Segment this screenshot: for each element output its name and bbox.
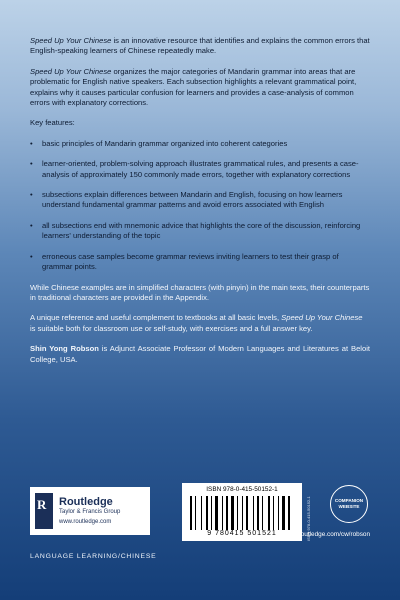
barcode-bar	[219, 496, 221, 530]
feature-item: • erroneous case samples become grammar reviews inviting learners to test their grasp of grammar points.	[30, 252, 370, 273]
barcode-bar	[231, 496, 234, 530]
barcode-number: 9 780415 501521	[207, 530, 277, 537]
book-title-italic: Speed Up Your Chinese	[30, 36, 112, 45]
publisher-logo-box	[30, 487, 150, 535]
barcode-bar	[211, 496, 212, 530]
feature-item: • learner-oriented, problem-solving approach illustrates grammatical rules, and presents a case-analysis of approximately 150 commonly made errors, together with explanatory corrections	[30, 159, 370, 180]
barcode-bar	[226, 496, 228, 530]
barcode-bar	[262, 496, 263, 530]
barcode-bar	[235, 496, 236, 530]
barcode-bar	[213, 496, 214, 530]
barcode-bar	[257, 496, 259, 530]
author-name: Shin Yong Robson	[30, 344, 99, 354]
intro-paragraph-2: Speed Up Your Chinese organizes the major categories of Mandarin grammar into areas that are problematic for English native speakers. Each subsection highlights a relevant grammatical point, explains why it causes particular confusion for learners and provides a case-analysis of common errors with explanatory corrections.	[30, 66, 357, 108]
barcode-bar	[244, 496, 245, 530]
barcode-bar	[190, 496, 192, 530]
publisher-name: Routledge	[59, 496, 113, 508]
feature-item: • all subsections end with mnemonic advice that highlights the core of the discussion, reinforcing learners' understanding of the topic	[30, 221, 370, 242]
companion-website-url[interactable]: www.routledge.com/cw/robson	[283, 531, 370, 538]
vertical-isbn: ISBN 978-0-415-50152-1	[306, 496, 311, 541]
barcode-bar	[291, 496, 292, 530]
barcode-bar	[222, 496, 223, 530]
barcode-bar	[268, 496, 270, 530]
author-paragraph: Shin Yong Robson is Adjunct Associate Professor of Modern Languages and Literatures at Beloit College, USA.	[30, 344, 371, 364]
barcode-bar	[195, 496, 196, 530]
key-features-heading: Key features:	[30, 118, 75, 128]
routledge-logo-icon: R	[35, 493, 53, 529]
isbn-label: ISBN 978-0-415-50152-1	[206, 486, 278, 493]
barcode-bar	[201, 496, 202, 530]
barcode-bar	[215, 496, 218, 530]
barcode-bar	[275, 496, 277, 530]
barcode-bar	[282, 496, 285, 530]
barcode-bar	[193, 496, 194, 530]
barcode-bar	[271, 496, 272, 530]
barcode-bar	[229, 496, 230, 530]
barcode-bar	[197, 496, 200, 530]
barcode-bar	[239, 496, 241, 530]
intro-paragraph-1: Speed Up Your Chinese is an innovative resource that identifies and explains the common errors that English-speaking learners of Chinese repeatedly make.	[30, 36, 370, 56]
barcode-bars-icon	[190, 496, 294, 530]
footer-band	[30, 483, 370, 545]
examples-paragraph: While Chinese examples are in simplified characters (with pinyin) in the main texts, their counterparts in traditional characters are provided in the Appendix.	[30, 282, 370, 302]
barcode-bar	[273, 496, 274, 530]
barcode-bar	[260, 496, 261, 530]
book-title-italic: Speed Up Your Chinese	[30, 66, 112, 76]
barcode-bar	[246, 496, 248, 530]
barcode-bar	[249, 496, 252, 530]
publisher-url[interactable]: www.routledge.com	[59, 519, 112, 525]
barcode-bar	[280, 496, 281, 530]
companion-website-icon: COMPANION WEBSITE	[330, 485, 368, 523]
barcode-bar	[224, 496, 225, 530]
barcode-bar	[242, 496, 243, 530]
feature-item: • basic principles of Mandarin grammar organized into coherent categories	[30, 139, 370, 149]
barcode-bar	[288, 496, 290, 530]
unique-paragraph: A unique reference and useful complement to textbooks at all basic levels, Speed Up Your Chinese is suitable both for classroom use or self-study, with exercises and a full answer key.	[30, 313, 363, 333]
publisher-group: Taylor & Francis Group	[59, 509, 121, 515]
barcode-bar	[203, 496, 205, 530]
barcode-bar	[206, 496, 208, 530]
back-cover-text	[30, 36, 370, 375]
subject-category: LANGUAGE LEARNING/CHINESE	[30, 553, 157, 560]
feature-item: • subsections explain differences between Mandarin and English, focusing on how learners understand fundamental grammar patterns and avoid errors associated with English	[30, 190, 370, 211]
barcode-bar	[255, 496, 256, 530]
barcode-bar	[286, 496, 287, 530]
book-title-italic: Speed Up Your Chinese	[281, 313, 363, 323]
barcode-bar	[237, 496, 238, 530]
barcode-bar	[209, 496, 210, 530]
barcode-bar	[264, 496, 267, 530]
barcode-bar	[253, 496, 254, 530]
barcode-bar	[278, 496, 279, 530]
key-features-list	[30, 139, 370, 273]
